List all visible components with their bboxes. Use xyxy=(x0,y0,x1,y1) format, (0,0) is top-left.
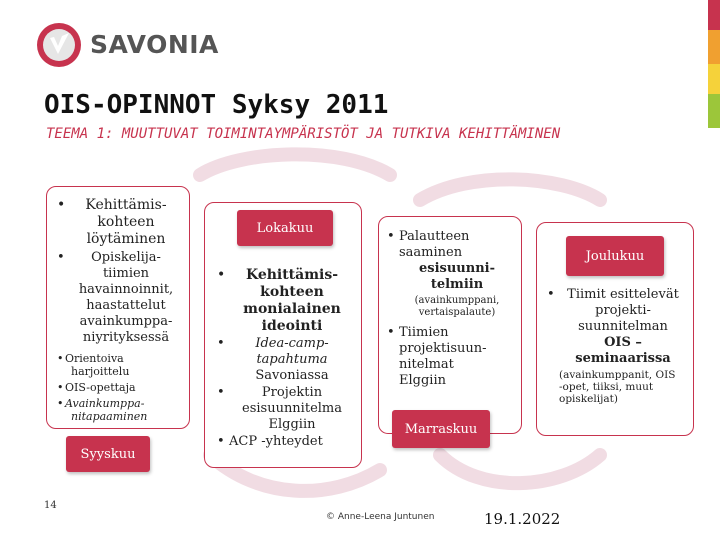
month-joulukuu: Joulukuu xyxy=(566,236,664,276)
card2-bullet: • Projektin esisuunnitelma Elggiin xyxy=(217,385,342,432)
footer-date: 19.1.2022 xyxy=(484,510,561,528)
card1-bullet: • Avainkumppa- nitapaaminen xyxy=(57,397,148,423)
page-subtitle: TEEMA 1: MUUTTUVAT TOIMINTAYMPÄRISTÖT JA TUTKIVA KEHITTÄMINEN xyxy=(46,126,561,142)
logo-wordmark: SAVONIA xyxy=(90,30,219,59)
card2-bullet: • Kehittämis- kohteen monialainen ideointi xyxy=(217,267,341,334)
card1-bullet: • OIS-opettaja xyxy=(57,381,136,394)
page-title: OIS-OPINNOT Syksy 2011 xyxy=(44,90,389,120)
card2-bullet: • Idea-camp- tapahtuma Savoniassa xyxy=(217,336,329,383)
page-number: 14 xyxy=(44,500,57,511)
author-credit: © Anne-Leena Juntunen xyxy=(326,512,435,522)
card2-bullet: • ACP -yhteydet xyxy=(217,434,323,449)
card4-bullet: • Tiimit esittelevät projekti- suunnitelman OIS – seminaarissa (avainkumppanit, OIS -opet, tiiksi, muut opiskelijat) xyxy=(547,287,679,405)
month-syyskuu: Syyskuu xyxy=(66,436,150,472)
month-lokakuu: Lokakuu xyxy=(237,210,333,246)
card-september xyxy=(46,186,190,429)
card1-bullet: • Kehittämis- kohteen löytäminen xyxy=(57,197,167,247)
card-november xyxy=(378,216,522,434)
card3-bullet: • Palautteen saaminen esisuunni- telmiin (avainkumppani, vertaispalaute) xyxy=(387,229,500,318)
card3-bullet: • Tiimien projektisuun- nitelmat Elggiin xyxy=(387,325,487,388)
card1-bullet: • Orientoiva harjoittelu xyxy=(57,352,130,378)
month-marraskuu: Marraskuu xyxy=(392,410,490,448)
card1-bullet: • Opiskelija- tiimien havainnoinnit, haastattelut avainkumppa- niyrityksessä xyxy=(57,250,174,345)
